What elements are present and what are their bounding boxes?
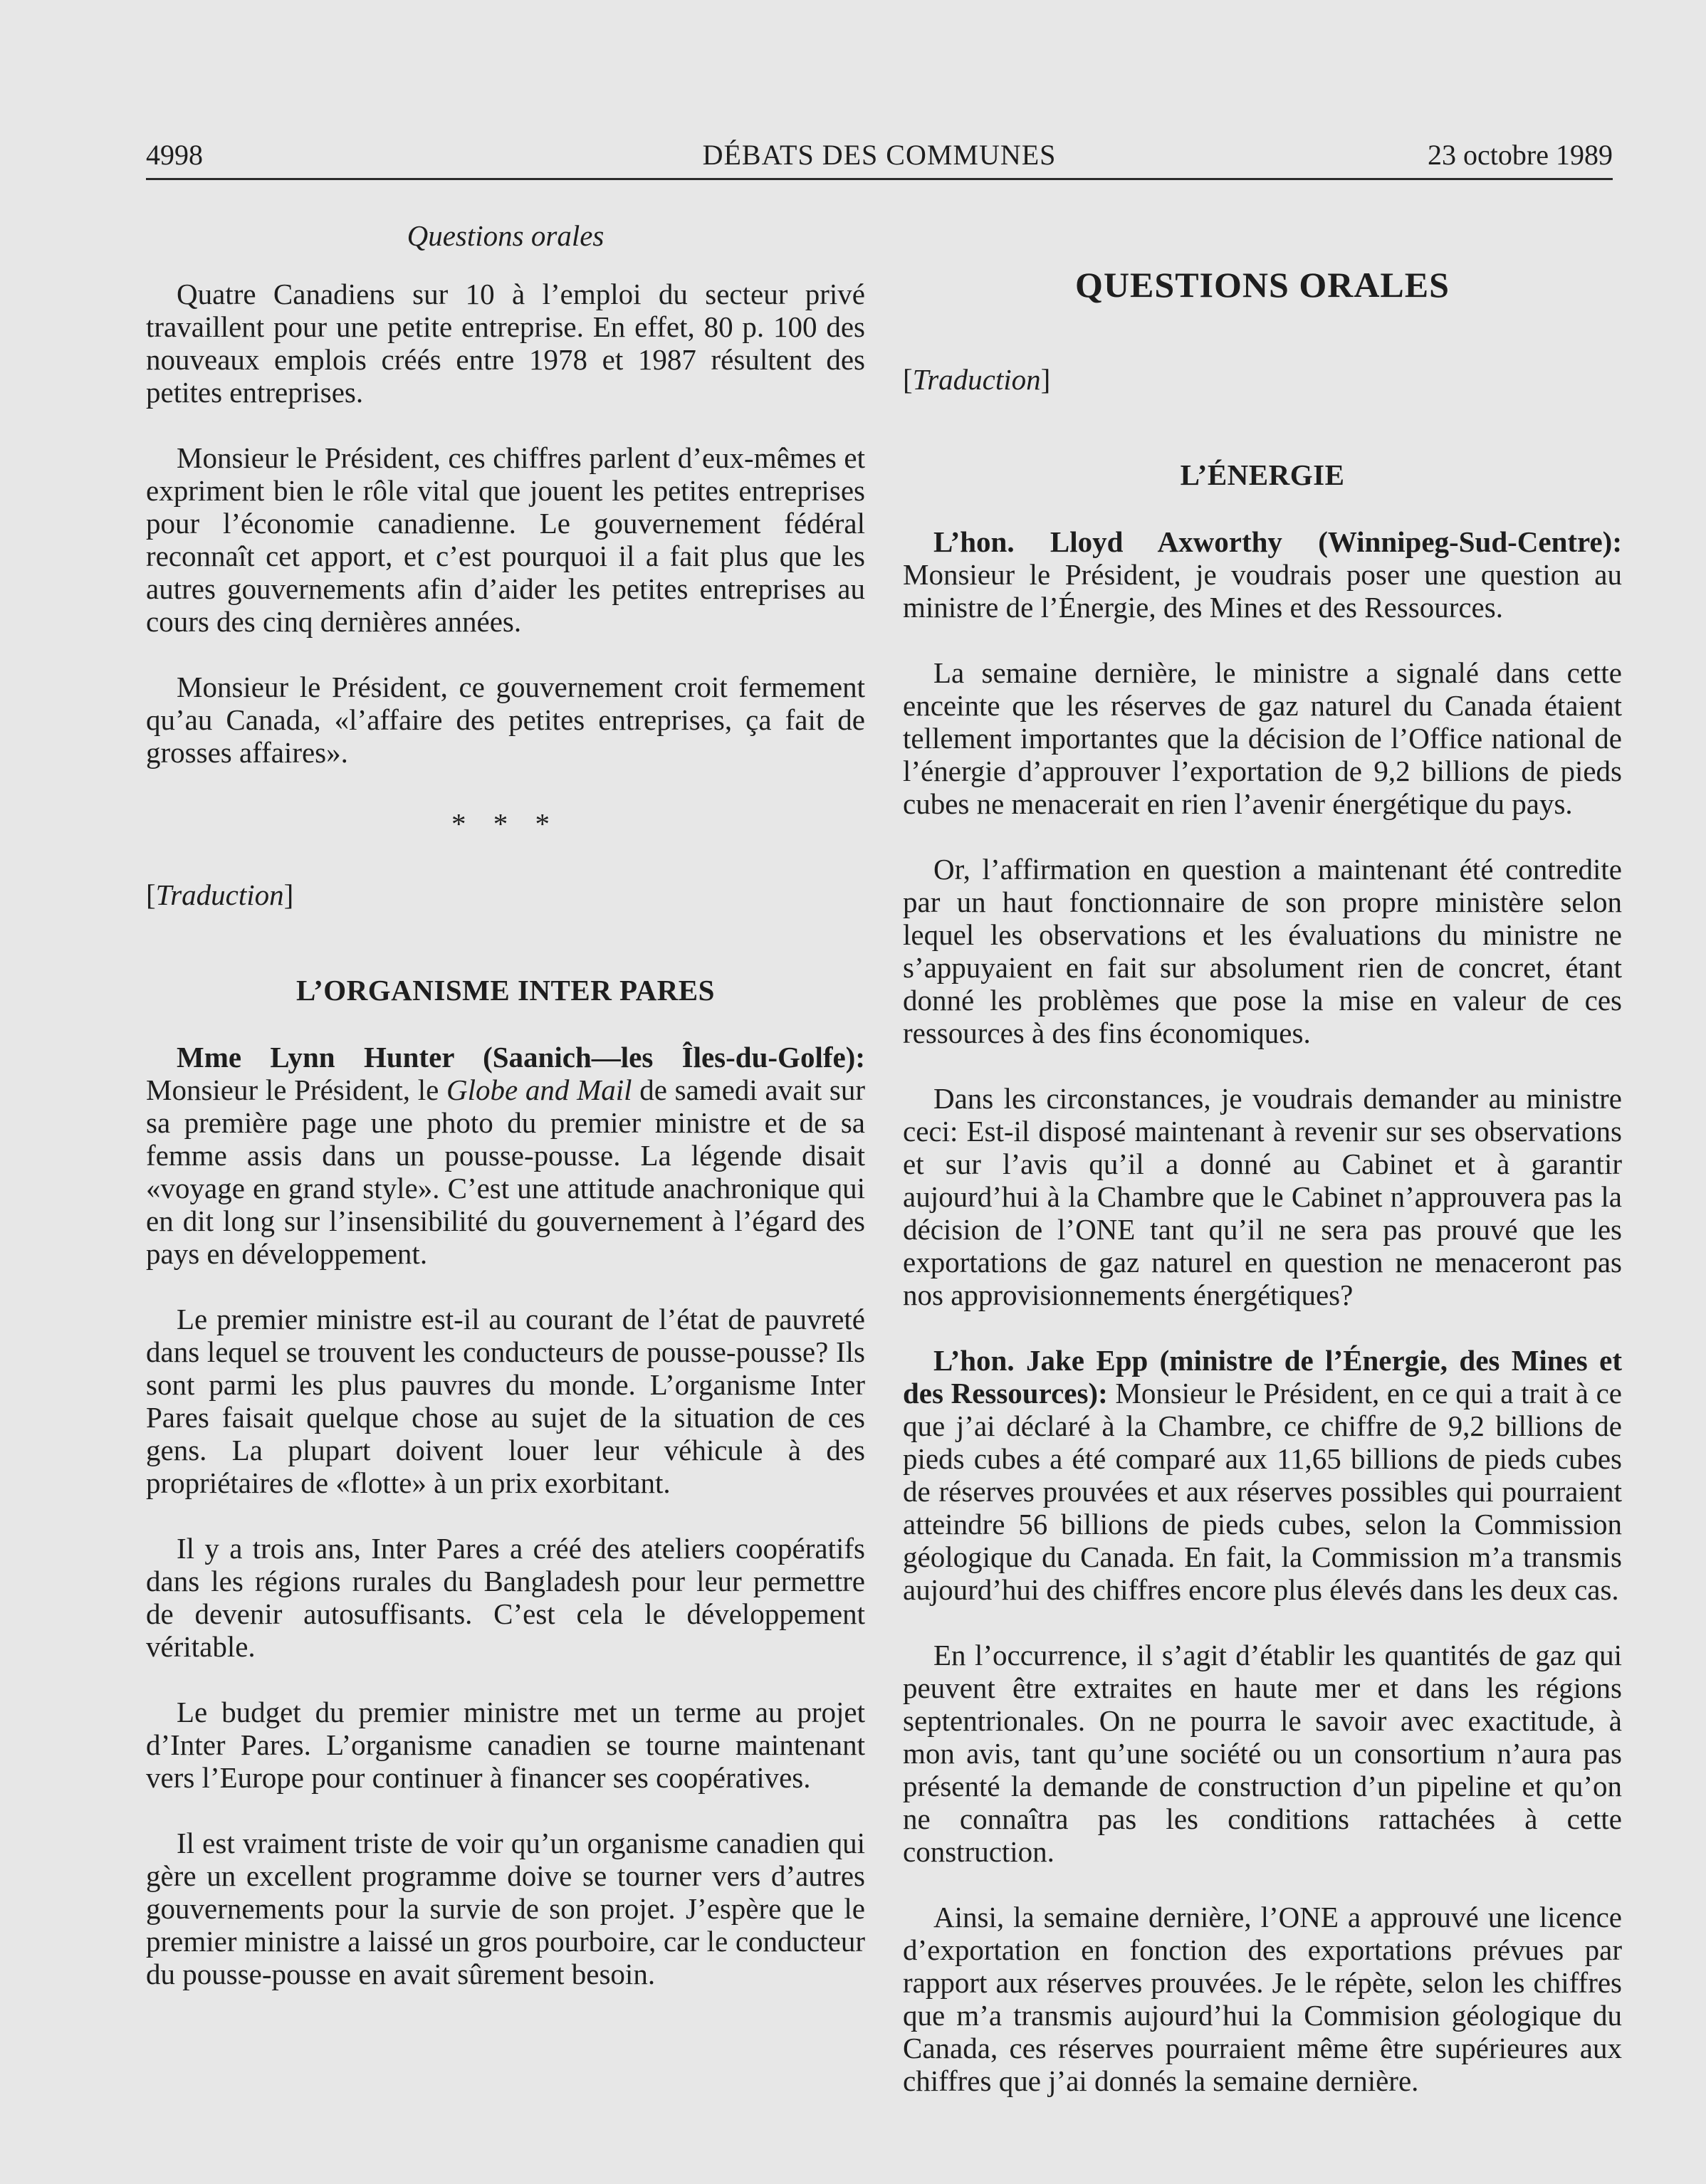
speech-text: Monsieur le Président, le (146, 1073, 446, 1106)
left-column (146, 206, 865, 2023)
issue-date: 23 octobre 1989 (1428, 139, 1613, 171)
header-rule (146, 178, 1613, 180)
paragraph: Le premier ministre est-il au courant de l’état de pauvreté dans lequel se trouvent les conducteurs de pousse-pousse? Ils sont parmi les plus pauvres du monde. L’organisme Inter Pares faisait quelque chose au sujet de la situation de ces gens. La plupart doivent louer leur véhicule à des propriétaires de «flotte» à un prix exorbitant. (146, 1303, 865, 1499)
speech-text: Monsieur le Président, je voudrais poser une question au ministre de l’Énergie, des Mines et des Ressources. (903, 558, 1622, 624)
paragraph: Monsieur le Président, ces chiffres parlent d’eux-mêmes et expriment bien le rôle vital que jouent les petites entreprises pour l’économie canadienne. Le gouvernement fédéral reconnaît cet apport, et c’est pourquoi il a fait plus que les autres gouvernements afin d’aider les petites entreprises au cours des cinq dernières années. (146, 441, 865, 638)
bracket: [ (903, 363, 913, 396)
paragraph: Le budget du premier ministre met un terme au projet d’Inter Pares. L’organisme canadien se tourne maintenant vers l’Europe pour continuer à financer ses coopératives. (146, 1696, 865, 1794)
section-running-head: Questions orales (407, 219, 605, 252)
paragraph: Il y a trois ans, Inter Pares a créé des ateliers coopératifs dans les régions rurales du Bangladesh pour leur permettre de devenir autosuffisants. C’est cela le développement véritable. (146, 1532, 865, 1663)
paragraph: La semaine dernière, le ministre a signalé dans cette enceinte que les réserves de gaz naturel du Canada étaient tellement importantes que la décision de l’Office national de l’énergie d’approuver l’exportation de 9,2 billions de pieds cubes ne menacerait en rien l’avenir énergétique du pays. (903, 656, 1622, 820)
paragraph (903, 525, 1622, 624)
speaker-name: L’hon. Lloyd Axworthy (Winnipeg-Sud-Centre): (933, 525, 1622, 558)
speaker-name: L’hon. Jake Epp (ministre de l’Énergie, des Mines et des Ressources): (903, 1344, 1622, 1409)
translation-note (903, 363, 1622, 396)
speech-text: Monsieur le Président, en ce qui a trait à ce que j’ai déclaré à la Chambre, ce chiffre de 9,2 billions de pieds cubes a été comparé aux 11,65 billions de pieds cubes de réserves prouvées et aux réserves possibles qui pourraient atteindre 56 billions de pieds cubes, selon la Commission géologique du Canada. En fait, la Commission m’a transmis aujourd’hui des chiffres encore plus élevés dans les deux cas. (903, 1377, 1622, 1606)
publication-title: DÉBATS DES COMMUNES (702, 139, 1057, 171)
right-column (903, 206, 1622, 2130)
speaker-name: Mme Lynn Hunter (Saanich—les Îles-du-Golfe): (177, 1041, 865, 1073)
bracket: ] (1040, 363, 1051, 396)
paragraph: Il est vraiment triste de voir qu’un organisme canadien qui gère un excellent programme doive se tourner vers d’autres gouvernements pour la survie de son projet. J’espère que le premier ministre a laissé un gros pourboire, car le conducteur du pousse-pousse en avait sûrement besoin. (146, 1827, 865, 1990)
translation-label: Traduction (155, 878, 284, 911)
bracket: [ (146, 878, 156, 911)
translation-note (146, 878, 865, 911)
section-heading: L’ORGANISME INTER PARES (296, 974, 715, 1007)
newspaper-title: Globe and Mail (446, 1073, 632, 1106)
paragraph: Ainsi, la semaine dernière, l’ONE a approuvé une licence d’exportation en fonction des exportations prévues par rapport aux réserves prouvées. Je le répète, selon les chiffres que m’a transmis aujourd’hui la Commision géologique du Canada, ces réserves pourraient même être supérieures aux chiffres que j’ai donnés la semaine dernière. (903, 1901, 1622, 2097)
page-number: 4998 (146, 139, 203, 171)
bracket: ] (283, 878, 294, 911)
section-heading: L’ÉNERGIE (1180, 458, 1345, 491)
main-heading: QUESTIONS ORALES (1075, 265, 1450, 305)
paragraph: Dans les circonstances, je voudrais demander au ministre ceci: Est-il disposé maintenant à revenir sur ses observations et sur l’avis qu’il a donné au Cabinet et à garantir aujourd’hui à la Chambre que le Cabinet n’approuvera pas la décision de l’ONE tant qu’il ne sera pas prouvé que les exportations de gaz naturel en question ne menaceront pas nos approvisionnements énergétiques? (903, 1082, 1622, 1311)
running-header (146, 135, 1613, 175)
paragraph (903, 1344, 1622, 1606)
speech-text: de samedi avait sur sa première page une photo du premier ministre et de sa femme assis dans un pousse-pousse. La légende disait «voyage en grand style». C’est une attitude anachronique qui en dit long sur l’insensibilité du gouvernement à l’égard des pays en développement. (146, 1073, 865, 1270)
paragraph: Quatre Canadiens sur 10 à l’emploi du secteur privé travaillent pour une petite entreprise. En effet, 80 p. 100 des nouveaux emplois créés entre 1978 et 1987 résultent des petites entreprises. (146, 278, 865, 409)
paragraph: Or, l’affirmation en question a maintenant été contredite par un haut fonctionnaire de son propre ministère selon lequel les observations et les évaluations du ministre ne s’appuyaient en fait sur absolument rien de concret, étant donné les problèmes que pose la mise en valeur de ces ressources à des fins économiques. (903, 853, 1622, 1049)
section-separator: * * * (451, 807, 560, 840)
paragraph: En l’occurrence, il s’agit d’établir les quantités de gaz qui peuvent être extraites en haute mer et dans les régions septentrionales. On ne pourra le savoir avec exactitude, à mon avis, tant qu’une société ou un consortium n’aura pas présenté la demande de construction d’un pipeline et qu’on ne connaîtra pas les conditions rattachées à cette construction. (903, 1639, 1622, 1868)
paragraph: Monsieur le Président, ce gouvernement croit fermement qu’au Canada, «l’affaire des petites entreprises, ça fait de grosses affaires». (146, 671, 865, 769)
paragraph (146, 1041, 865, 1270)
translation-label: Traduction (912, 363, 1041, 396)
